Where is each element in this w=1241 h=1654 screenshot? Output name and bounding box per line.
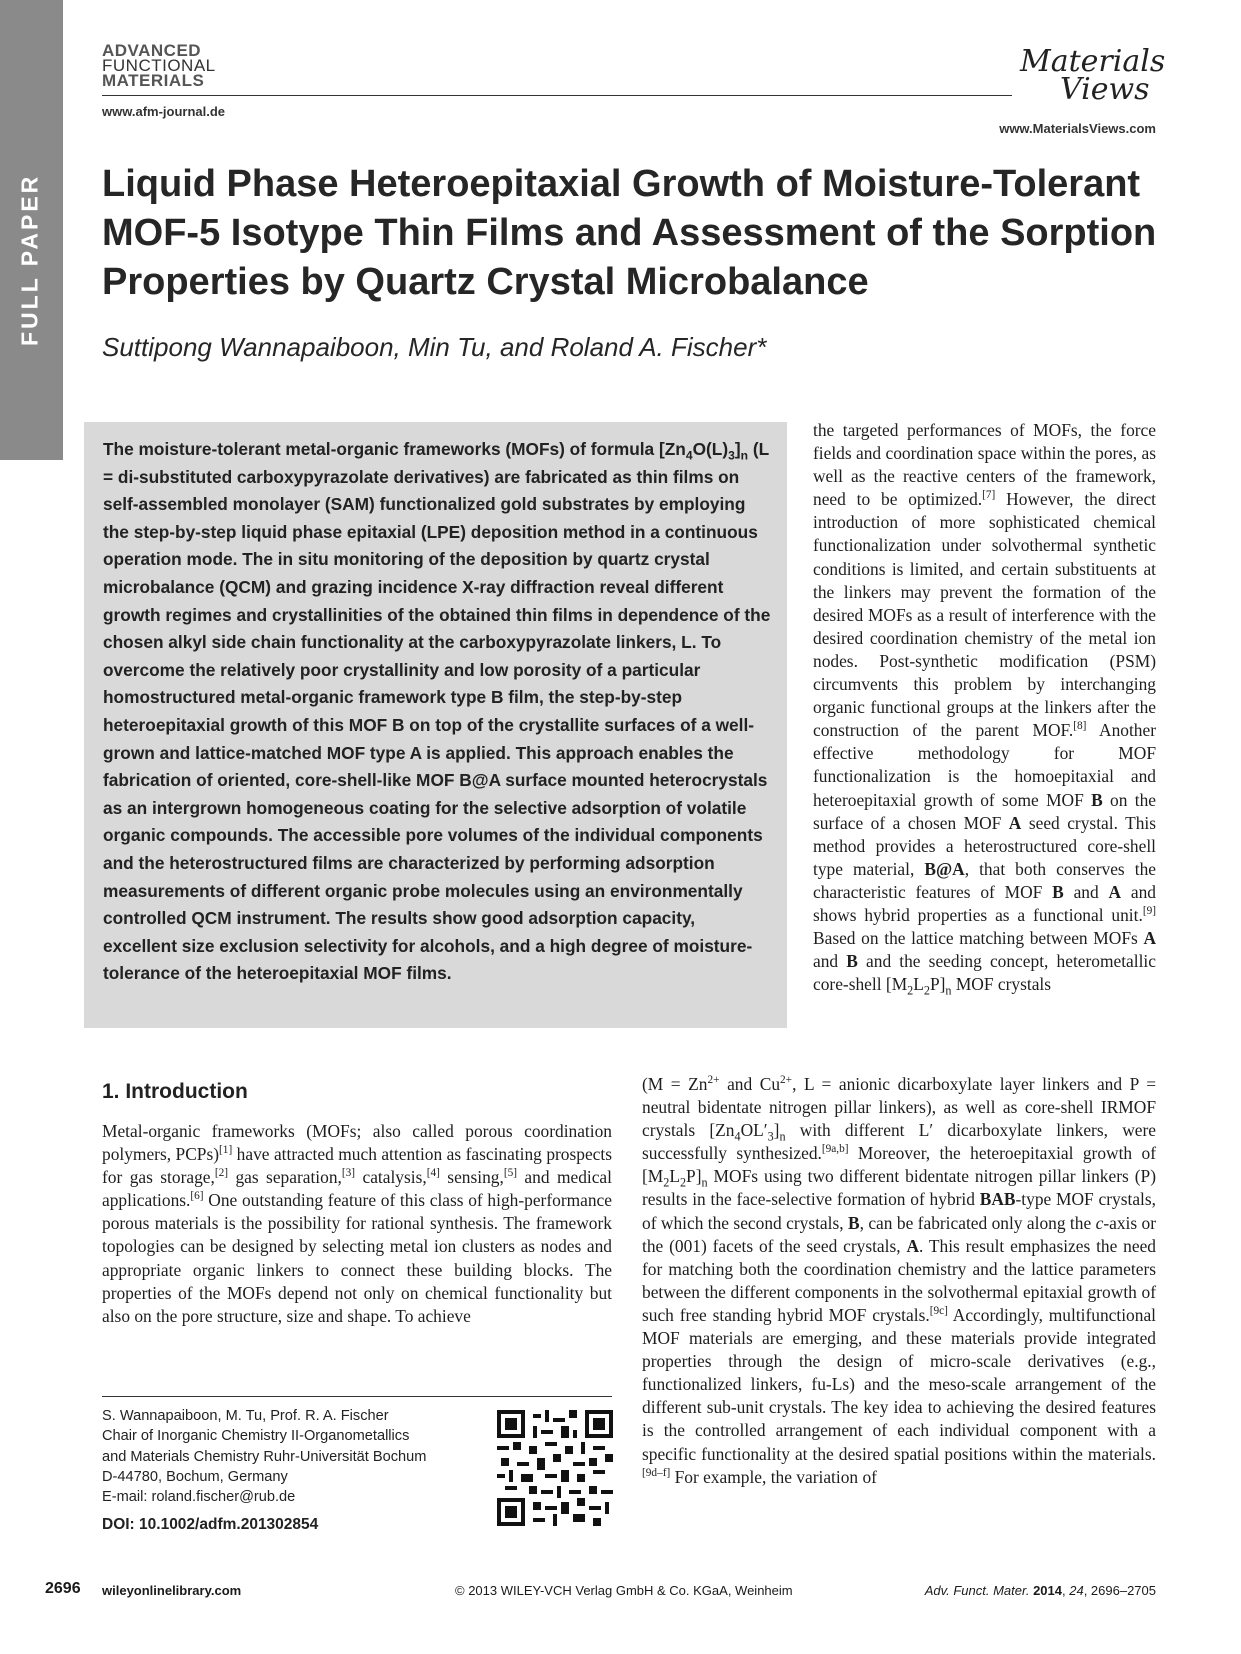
introduction-text: Metal-organic frameworks (MOFs; also called porous coordination polymers, PCPs)[1] have attracted much attention as fascinating prospects for gas storage,[2] gas separation,[3] catalysis,[4] sensing,[5] and medical applications.[6] One outstanding feature of this class of high-performance porous materials is the possibility for rational synthesis. The framework topologies can be designed by selecting metal ion clusters as nodes and appropriate organic linkers to connect these building blocks. The properties of the MOFs depend not only on chemical functionality but also on the pore structure, size and shape. To achieve	[102, 1121, 612, 1326]
footer-site-link[interactable]: wileyonlinelibrary.com	[102, 1583, 242, 1598]
affiliation-line: S. Wannapaiboon, M. Tu, Prof. R. A. Fischer	[102, 1408, 389, 1424]
citation-ref[interactable]: [8]	[1073, 720, 1087, 733]
publisher-logo-line1: Materials	[1020, 44, 1166, 79]
article-title: Liquid Phase Heteroepitaxial Growth of Moisture-Tolerant MOF-5 Isotype Thin Films and Assessment of the Sorption Properties by Quartz Crystal Microbalance	[102, 163, 1157, 303]
right-column-lower-text: ($M = Zn^{2+}$ and $Cu^{2+}$, L = anionic dicarboxylate layer linkers and P = neutral bidentate nitrogen pillar linkers), as well as core-shell IRMOF crystals $[Zn_4OL'_3]_n$ with different L′ dicarboxylate linkers, were successfully synthesized.[9a,b] Moreover, the heteroepitaxial growth of $[M_2L_2P]_n$ MOFs using two different bidentate nitrogen pillar linkers (P) results in the face-selective formation of hybrid BAB-type MOF crystals, of which the second crystals, B, can be fabricated only along the c-axis or the (001) facets of the seed crystals, A. This result emphasizes the need for matching both the coordination chemistry and the lattice parameters between the different components in the solvothermal epitaxial growth of such free standing hybrid MOF crystals.[9c] Accordingly, multifunctional MOF materials are emerging, and these materials provide integrated properties through the design of micro-scale derivatives (e.g., functionalized linkers, fu-Ls) and the meso-scale arrangement of the different sub-unit crystals. The key idea to achieving the desired features is the controlled arrangement of each individual component with a specific functionality at the desired spatial positions within the materials.[9d–f] For example, the variation of	[642, 1074, 1157, 1487]
citation-ref[interactable]: [7]	[982, 489, 996, 502]
citation-ref[interactable]: [9c]	[929, 1305, 948, 1318]
journal-logo-line2: FUNCTIONAL	[102, 56, 216, 75]
doi-link[interactable]: DOI: 10.1002/adfm.201302854	[102, 1516, 319, 1533]
right-column-upper-text: the targeted performances of MOFs, the force fields and coordination space within the pores, as well as the reactive centers of the framework, need to be optimized.[7] However, the direct introduction of more sophisticated chemical functionalization under solvothermal synthetic conditions is limited, and certain substituents at the linkers may prevent the formation of the desired MOFs as a result of interference with the desired coordination chemistry of the metal ion nodes. Post-synthetic modification (PSM) circumvents this problem by interchanging organic functional groups at the linkers after the construction of the parent MOF.[8] Another effective methodology for MOF functionalization is the homoepitaxial and heteroepitaxial growth of some MOF B on the surface of a chosen MOF A seed crystal. This method provides a heterostructured core-shell type material, B@A, that both conserves the characteristic features of MOF B and A and shows hybrid properties as a functional unit.[9] Based on the lattice matching between MOFs A and B and the seeding concept, heterometallic core-shell $[M_2L_2P]_n$ MOF crystals	[813, 420, 1157, 998]
footer-citation: Adv. Funct. Mater. 2014, 24, 2696–2705	[924, 1583, 1156, 1598]
affiliation-line: and Materials Chemistry Ruhr-Universität Bochum	[102, 1448, 427, 1465]
footer-copyright: © 2013 WILEY-VCH Verlag GmbH & Co. KGaA, Weinheim	[455, 1583, 793, 1598]
abstract-text: The moisture-tolerant metal-organic frameworks (MOFs) of formula $[Zn_4O(L)_3]_n$ (L = di-substituted carboxypyrazolate derivatives) are fabricated as thin films on self-assembled monolayer (SAM) functionalized gold substrates by employing the step-by-step liquid phase epitaxial (LPE) deposition method in a continuous operation mode. The in situ monitoring of the deposition by quartz crystal microbalance (QCM) and grazing incidence X-ray diffraction reveal different growth regimes and crystallinities of the obtained thin films in dependence of the chosen alkyl side chain functionality at the carboxypyrazolate linkers, L. To overcome the relatively poor crystallinity and low porosity of a particular homostructured metal-organic framework type B film, the step-by-step heteroepitaxial growth of this MOF B on top of the crystallite surfaces of a well-grown and lattice-matched MOF type A is applied. This approach enables the fabrication of oriented, core-shell-like MOF B@A surface mounted heterocrystals as an intergrown homogeneous coating for the selective adsorption of volatile organic compounds. The accessible pore volumes of the individual components and the heterostructured films are characterized by performing adsorption measurements of different organic probe molecules using an environmentally controlled QCM instrument. The results show good adsorption capacity, excellent size exclusion selectivity for alcohols, and a high degree of moisture-tolerance of the heteroepitaxial MOF films.	[103, 439, 771, 984]
publisher-logo-line2: Views	[1060, 72, 1150, 107]
citation-ref[interactable]: [1]	[219, 1144, 233, 1157]
section-heading-introduction: 1. Introduction	[102, 1080, 248, 1103]
citation-ref[interactable]: [2]	[214, 1167, 229, 1180]
abstract-box	[84, 422, 787, 1028]
citation-ref[interactable]: [3]	[341, 1167, 356, 1180]
journal-logo-line3: MATERIALS	[102, 71, 205, 90]
journal-logo-line1: ADVANCED	[102, 41, 202, 60]
footnote-rule	[102, 1396, 612, 1397]
qr-code-icon[interactable]	[497, 1410, 613, 1526]
citation-ref[interactable]: [5]	[503, 1167, 518, 1180]
side-tab-label: FULL PAPER	[16, 173, 43, 347]
journal-url[interactable]: www.afm-journal.de	[102, 104, 226, 119]
article-authors: Suttipong Wannapaiboon, Min Tu, and Roland A. Fischer*	[102, 332, 767, 362]
publisher-logo	[1020, 44, 1166, 118]
affiliation-line: Chair of Inorganic Chemistry II-Organometallics	[102, 1428, 410, 1445]
affiliation-line: D-44780, Bochum, Germany	[102, 1468, 288, 1485]
affiliation-email[interactable]: E-mail: roland.fischer@rub.de	[102, 1489, 296, 1506]
citation-ref[interactable]: [9]	[1142, 905, 1156, 918]
citation-ref[interactable]: [9d–f]	[642, 1466, 671, 1479]
publisher-url[interactable]: www.MaterialsViews.com	[999, 121, 1156, 136]
citation-ref[interactable]: [4]	[426, 1167, 440, 1180]
header-rule	[102, 95, 1012, 96]
section-side-tab	[0, 0, 63, 460]
citation-ref[interactable]: [9a,b]	[821, 1143, 849, 1156]
page-number: 2696	[45, 1580, 81, 1597]
author-affiliation	[102, 1406, 482, 1507]
journal-logo	[102, 43, 216, 88]
citation-ref[interactable]: [6]	[190, 1190, 204, 1203]
